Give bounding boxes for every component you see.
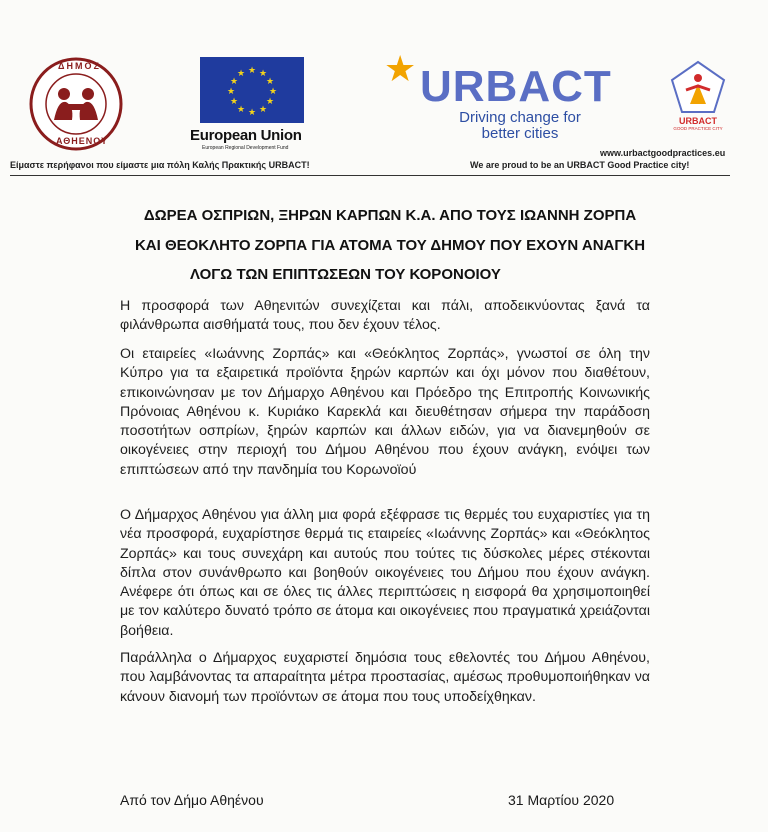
eu-subtitle: European Regional Development Fund [202,145,289,151]
header-caption-english: We are proud to be an URBACT Good Practice city! [470,160,690,170]
badge-title: URBACT [679,116,717,126]
signature: Από τον Δήμο Αθηένου [120,792,264,808]
header-caption-greek: Είμαστε περήφανοι που είμαστε μια πόλη Καλής Πρακτικής URBACT! [10,160,310,170]
header-website: www.urbactgoodpractices.eu [600,148,726,158]
good-practice-badge [668,60,728,116]
eu-title: European Union [190,127,302,144]
svg-text:★: ★ [247,108,257,118]
svg-text:★: ★ [258,105,268,115]
paragraph-1: Η προσφορά των Αθηενιτών συνεχίζεται και πάλι, αποδεικνύοντας ξανά τα φιλάνθρωπα αισθήματά τους, που δεν έχουν τέλος. [120,298,650,334]
title-line-3: ΛΟΓΩ ΤΩΝ ΕΠΙΠΤΩΣΕΩΝ ΤΟΥ ΚΟΡΟΝΟΙΟΥ [190,266,501,283]
svg-text:★: ★ [226,87,236,97]
urbact-star-icon: ★ [384,49,417,90]
date: 31 Μαρτίου 2020 [508,792,615,808]
eu-flag [200,57,304,123]
svg-text:★: ★ [265,97,275,107]
svg-text:★: ★ [236,105,246,115]
title-line-1: ΔΩΡΕΑ ΟΣΠΡΙΩΝ, ΞΗΡΩΝ ΚΑΡΠΩΝ Κ.Α. ΑΠΟ ΤΟΥΣ ΙΩΑΝΝΗ ΖΟΡΠΑ [143,207,637,224]
paragraph-2: Οι εταιρείες «Ιωάννης Ζορπάς» και «Θεόκλητος Ζορπάς», γνωστοί σε όλη την Κύπρο για τα εξαιρετικά προϊόντα ξηρών καρπών και όχι μόνον που διαθέτουν, επικοινώνησαν με τον Δήμαρχο Αθηένου και Πρόεδρο της Επιτροπής Κοινωνικής Πρόνοιας Αθηένου κ. Κυριάκο Καρεκλά και διευθέτησαν σήμερα την παράδοση ποσοτήτων οσπρίων, ξηρών καρπών και άλλων ειδών, για να διανεμηθούν σε οικογένειες στην περιοχή του Δήμου Αθηένου που έχουν ανάγκη, ενόψει των επιπτώσεων από την πανδημία του Κορωνοϊού [120,346,650,478]
urbact-logo: URBACT [420,62,612,111]
svg-text:★: ★ [268,87,278,97]
svg-text:★: ★ [229,97,239,107]
title-line-2: ΚΑΙ ΘΕΟΚΛΗΤΟ ΖΟΡΠΑ ΓΙΑ ΑΤΟΜΑ ΤΟΥ ΔΗΜΟΥ ΠΟΥ ΕΧΟΥΝ ΑΝΑΓΚΗ [134,237,646,254]
svg-text:★: ★ [247,66,257,76]
svg-text:★: ★ [265,77,275,87]
municipality-bottom-label: ΑΘΗΕΝΟΥ [56,136,109,146]
paragraph-3: Ο Δήμαρχος Αθηένου για άλλη μια φορά εξέφρασε τις θερμές του ευχαριστίες για τη νέα προσφορά, ευχαρίστησε θερμά τις εταιρείες «Ιωάννης Ζορπάς» και «Θεόκλητος Ζορπάς» και τους συνεχάρη και αυτούς που τούτες τις δύσκολες μέρες στέκονται δίπλα στον συνάνθρωπο και βοηθούν οικογένειες του Δήμου που έχουν ανάγκη. Ανέφερε ότι όπως και σε όλες τις άλλες περιπτώσεις η εισφορά θα χρησιμοποιηθεί με τον καλύτερο δυνατό τρόπο σε άτομα και οικογένειες που πραγματικά χρειάζονται βοήθεια. [120,507,650,639]
svg-text:★: ★ [258,69,268,79]
header-divider [10,175,730,176]
paragraph-4: Παράλληλα ο Δήμαρχος ευχαριστεί δημόσια τους εθελοντές του Δήμου Αθηένου, που λαμβάνοντας τα απαραίτητα μέτρα προστασίας, αμέσως προθυμοποιήθηκαν να κάνουν διανομή των προϊόντων σε άτομα που τους υποδείχθηκαν. [120,650,650,705]
svg-text:★: ★ [229,77,239,87]
municipality-top-label: ΔΗΜΟΣ [58,61,101,71]
urbact-tagline: Driving change for better cities [459,109,581,142]
badge-subtitle: GOOD PRACTICE CITY [673,126,723,131]
svg-text:★: ★ [236,69,246,79]
municipality-logo [28,56,124,152]
